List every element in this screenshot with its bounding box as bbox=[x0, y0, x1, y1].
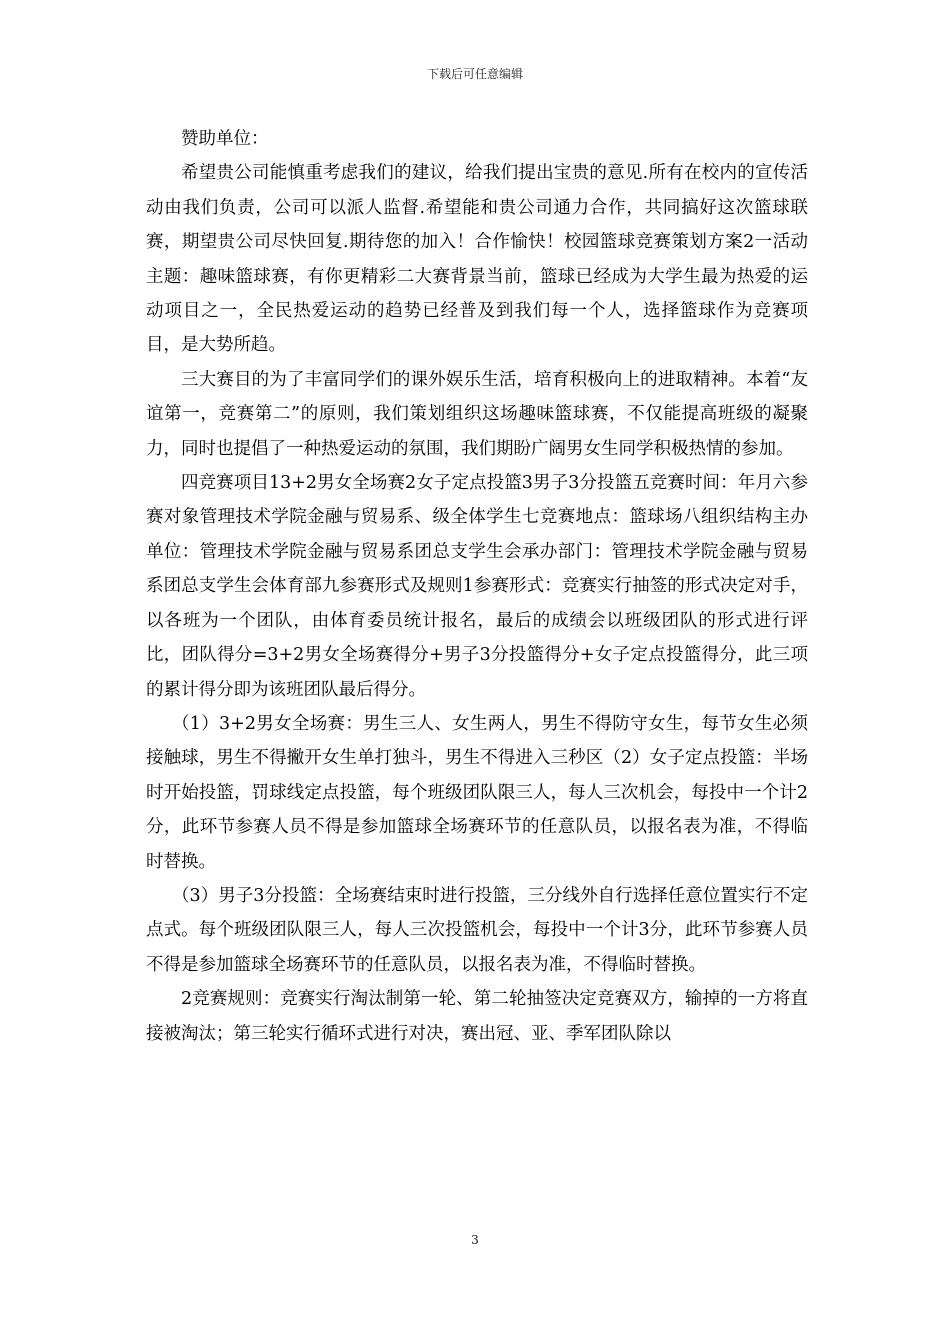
paragraph-proposal: 希望贵公司能慎重考虑我们的建议，给我们提出宝贵的意见.所有在校内的宣传活动由我们负责，公司可以派人监督.希望能和贵公司通力合作，共同搞好这次篮球联赛，期望贵公司尽快回复.期待您的加入！合作愉快！校园篮球竞赛策划方案2一活动主题：趣味篮球赛，有你更精彩二大赛背景当前，篮球已经成为大学生最为热爱的运动项目之一，全民热爱运动的趋势已经普及到我们每一个人，选择篮球作为竞赛项目，是大势所趋。 bbox=[146, 163, 808, 356]
paragraph-events: 四竞赛项目13+2男女全场赛2女子定点投篮3男子3分投篮五竞赛时间：年月六参赛对象管理技术学院金融与贸易系、级全体学生七竞赛地点：篮球场八组织结构主办单位：管理技术学院金融与贸易系团总支学生会承办部门：管理技术学院金融与贸易系团总支学生会体育部九参赛形式及规则1参赛形式：竞赛实行抽签的形式决定对手，以各班为一个团队，由体育委员统计报名，最后的成绩会以班级团队的形式进行评比，团队得分=3+2男女全场赛得分+男子3分投篮得分+女子定点投篮得分，此三项的累计得分即为该班团队最后得分。 bbox=[146, 473, 808, 700]
paragraph-rule-1-2: （1）3+2男女全场赛：男生三人、女生两人，男生不得防守女生，每节女生必须接触球，男生不得撇开女生单打独斗，男生不得进入三秒区（2）女子定点投篮：半场时开始投篮，罚球线定点投篮，每个班级团队限三人，每人三次机会，每投中一个计2分，此环节参赛人员不得是参加篮球全场赛环节的任意队员，以报名表为准，不得临时替换。 bbox=[146, 713, 808, 872]
page-header: 下载后可任意编辑 bbox=[426, 67, 523, 81]
paragraph-purpose: 三大赛目的为了丰富同学们的课外娱乐生活，培育积极向上的进取精神。本着“友谊第一，竞赛第二”的原则，我们策划组织这场趣味篮球赛，不仅能提高班级的凝聚力，同时也提倡了一种热爱运动的氛围，我们期盼广阔男女生同学积极热情的参加。 bbox=[146, 369, 808, 459]
paragraph-rule-3: （3）男子3分投篮：全场赛结束时进行投篮，三分线外自行选择任意位置实行不定点式。每个班级团队限三人，每人三次投篮机会，每投中一个计3分，此环节参赛人员不得是参加篮球全场赛环节的任意队员，以报名表为准，不得临时替换。 bbox=[146, 885, 808, 975]
paragraph-sponsor: 赞助单位： bbox=[181, 129, 269, 149]
page-number: 3 bbox=[471, 1233, 479, 1247]
paragraph-competition-rules: 2竞赛规则：竞赛实行淘汰制第一轮、第二轮抽签决定竞赛双方，输掉的一方将直接被淘汰；第三轮实行循环式进行对决，赛出冠、亚、季军团队除以 bbox=[146, 989, 808, 1044]
document-body bbox=[146, 122, 808, 1051]
